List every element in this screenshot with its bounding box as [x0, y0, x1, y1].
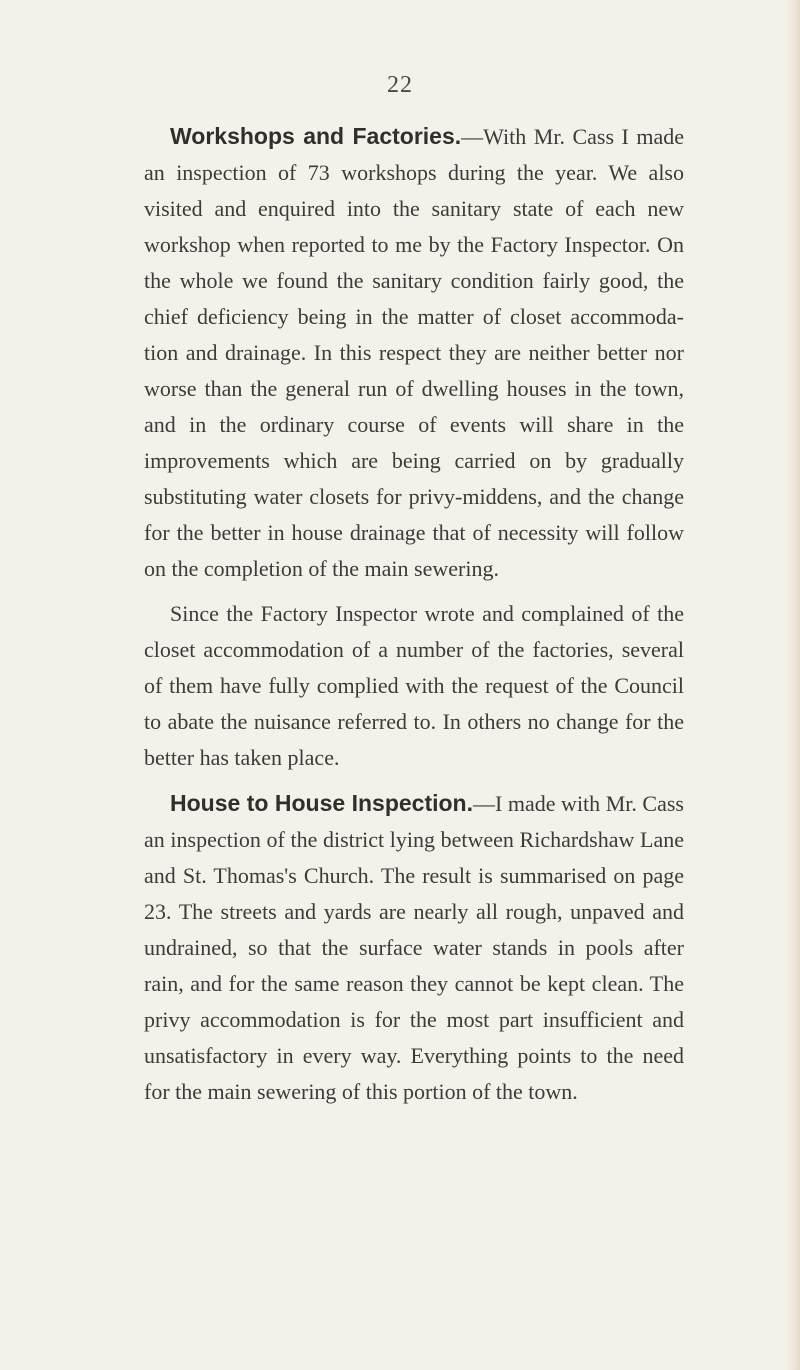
house-inspection-paragraph: [144, 785, 684, 1110]
page-number: 22: [387, 72, 413, 98]
page-edge-shadow: [786, 0, 800, 1370]
workshops-heading: Workshops and Factories.: [170, 123, 462, 149]
house-inspection-heading: House to House Inspection.: [170, 790, 473, 816]
house-inspection-text: —I made with Mr. Cass an inspection of the district lying between Richardshaw Lane and St. Thomas's Church. The result is summarised on page 23. The streets and yards are nearly all rough, unpaved and undrained, so that the surface water stands in pools after rain, and for the same reason they cannot be kept clean. The privy accommodation is for the most part insufficient and unsatisfactory in every way. Everything points to the need for the main sewering of this portion of the town.: [144, 791, 684, 1104]
workshops-paragraph: [144, 118, 684, 587]
document-body: [144, 118, 684, 1110]
workshops-intro-text: —With Mr. Cass I made an inspection of 73 workshops during the year. We also visited and enquired into the sanitary state of each new workshop when reported to me by the Factory Inspector. On the whole we found the sanitary condition fairly good, the chief deficiency being in the matter of closet accommoda-tion and drainage. In this respect they are neither better nor worse than the general run of dwelling houses in the town, and in the ordinary course of events will share in the improvements which are being carried on by gradually substituting water closets for privy-middens, and the change for the better in house drainage that of necessity will follow on the completion of the main sewering.: [144, 124, 684, 581]
factory-inspector-paragraph: Since the Factory Inspector wrote and complained of the closet accommodation of a number of the factories, several of them have fully complied with the request of the Council to abate the nuisance referred to. In others no change for the better has taken place.: [144, 601, 684, 770]
